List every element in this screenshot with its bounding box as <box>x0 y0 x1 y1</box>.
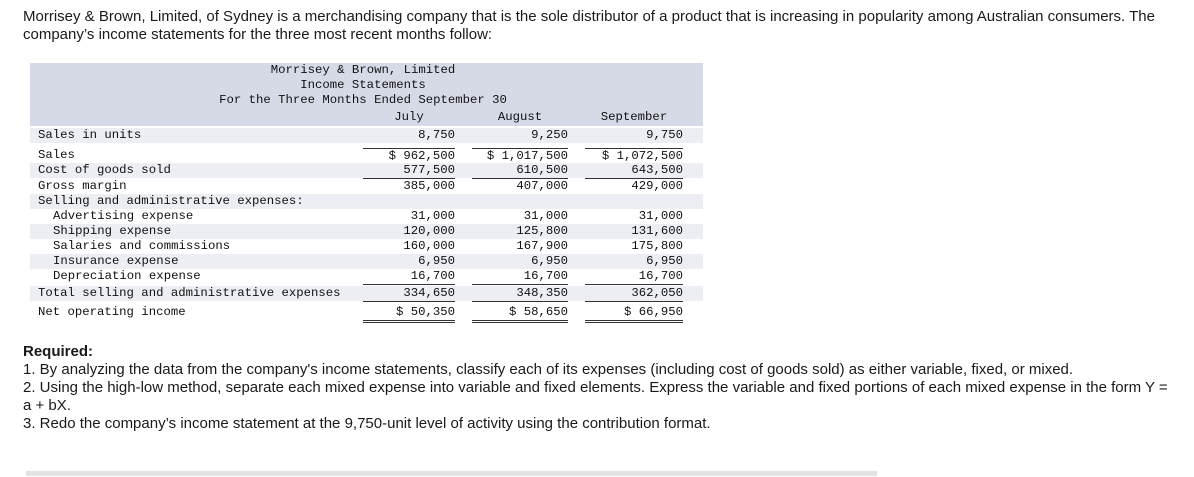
row-insurance-expense <box>30 254 703 269</box>
cell-august: 407,000 <box>472 179 568 195</box>
row-advertising-expense <box>30 209 703 224</box>
cell-july: 334,650 <box>363 286 455 302</box>
cell-july: $ 50,350 <box>363 305 455 323</box>
cell-august: 31,000 <box>523 209 568 223</box>
column-header-august: August <box>497 110 543 124</box>
row-label: Total selling and administrative expenses <box>38 286 341 300</box>
required-heading: Required: <box>23 343 94 360</box>
cell-september: 362,050 <box>585 286 683 302</box>
cell-july: 31,000 <box>410 209 455 223</box>
row-label: Salaries and commissions <box>53 239 231 253</box>
column-header-september: September <box>600 110 668 124</box>
cell-august: 125,800 <box>516 224 568 238</box>
row-total-selling-admin <box>30 286 703 301</box>
cell-september: 131,600 <box>631 224 683 238</box>
bottom-divider <box>26 471 877 476</box>
cell-august: 348,350 <box>472 286 568 302</box>
cell-september: $ 1,072,500 <box>585 148 683 164</box>
row-shipping-expense <box>30 224 703 239</box>
row-label: Sales <box>38 148 75 162</box>
cell-august: 610,500 <box>472 163 568 179</box>
required-item-1: 1. By analyzing the data from the company's income statements, classify each of its expenses (including cost of goods sold) as either variable, fixed, or mixed. <box>23 361 1074 378</box>
cell-august: 9,250 <box>531 128 568 142</box>
cell-july: $ 962,500 <box>363 148 455 164</box>
row-label: Shipping expense <box>53 224 172 238</box>
cell-august: 6,950 <box>531 254 568 268</box>
problem-intro <box>23 8 1163 44</box>
cell-august: $ 1,017,500 <box>472 148 568 164</box>
row-selling-admin-heading <box>30 194 703 209</box>
cell-july: 6,950 <box>418 254 455 268</box>
row-label: Cost of goods sold <box>38 163 171 177</box>
income-statement <box>30 63 703 323</box>
row-sales <box>30 148 703 163</box>
statement-period: For the Three Months Ended September 30 <box>219 93 507 107</box>
cell-august: 16,700 <box>472 269 568 285</box>
intro-text: Morrisey & Brown, Limited, of Sydney is a merchandising company that is the sole distributor of a product that is increasing in popularity among Australian consumers. The company’s income statements for the three most recent months follow: <box>23 8 1155 43</box>
row-label: Depreciation expense <box>53 269 201 283</box>
cell-july: 385,000 <box>363 179 455 195</box>
column-header-july: July <box>394 110 424 124</box>
cell-july: 577,500 <box>363 163 455 179</box>
row-depreciation-expense <box>30 269 703 284</box>
cell-september: $ 66,950 <box>585 305 683 323</box>
statement-title: Income Statements <box>300 78 426 92</box>
cell-july: 16,700 <box>363 269 455 285</box>
row-label: Selling and administrative expenses: <box>38 194 304 208</box>
cell-august: 167,900 <box>516 239 568 253</box>
cell-august: $ 58,650 <box>472 305 568 323</box>
row-label: Net operating income <box>38 305 186 319</box>
required-item-2: 2. Using the high-low method, separate each mixed expense into variable and fixed elements. Express the variable and fixed portions of each mixed expense in the form Y = a + bX. <box>23 379 1168 414</box>
row-gross-margin <box>30 179 703 194</box>
row-net-operating-income <box>30 305 703 320</box>
row-label: Sales in units <box>38 128 142 142</box>
cell-july: 160,000 <box>403 239 455 253</box>
cell-september: 9,750 <box>646 128 683 142</box>
row-label: Insurance expense <box>53 254 179 268</box>
row-cost-of-goods-sold <box>30 163 703 178</box>
cell-september: 16,700 <box>585 269 683 285</box>
cell-september: 429,000 <box>585 179 683 195</box>
cell-july: 8,750 <box>418 128 455 142</box>
row-salaries-and-commissions <box>30 239 703 254</box>
row-sales-in-units <box>30 128 703 143</box>
required-section <box>23 343 1173 433</box>
required-item-3: 3. Redo the company’s income statement at the 9,750-unit level of activity using the contribution format. <box>23 415 711 432</box>
statement-company: Morrisey & Brown, Limited <box>270 63 456 77</box>
cell-september: 643,500 <box>585 163 683 179</box>
cell-september: 175,800 <box>631 239 683 253</box>
cell-september: 6,950 <box>646 254 683 268</box>
cell-july: 120,000 <box>403 224 455 238</box>
cell-september: 31,000 <box>638 209 683 223</box>
row-label: Advertising expense <box>53 209 194 223</box>
row-label: Gross margin <box>38 179 127 193</box>
